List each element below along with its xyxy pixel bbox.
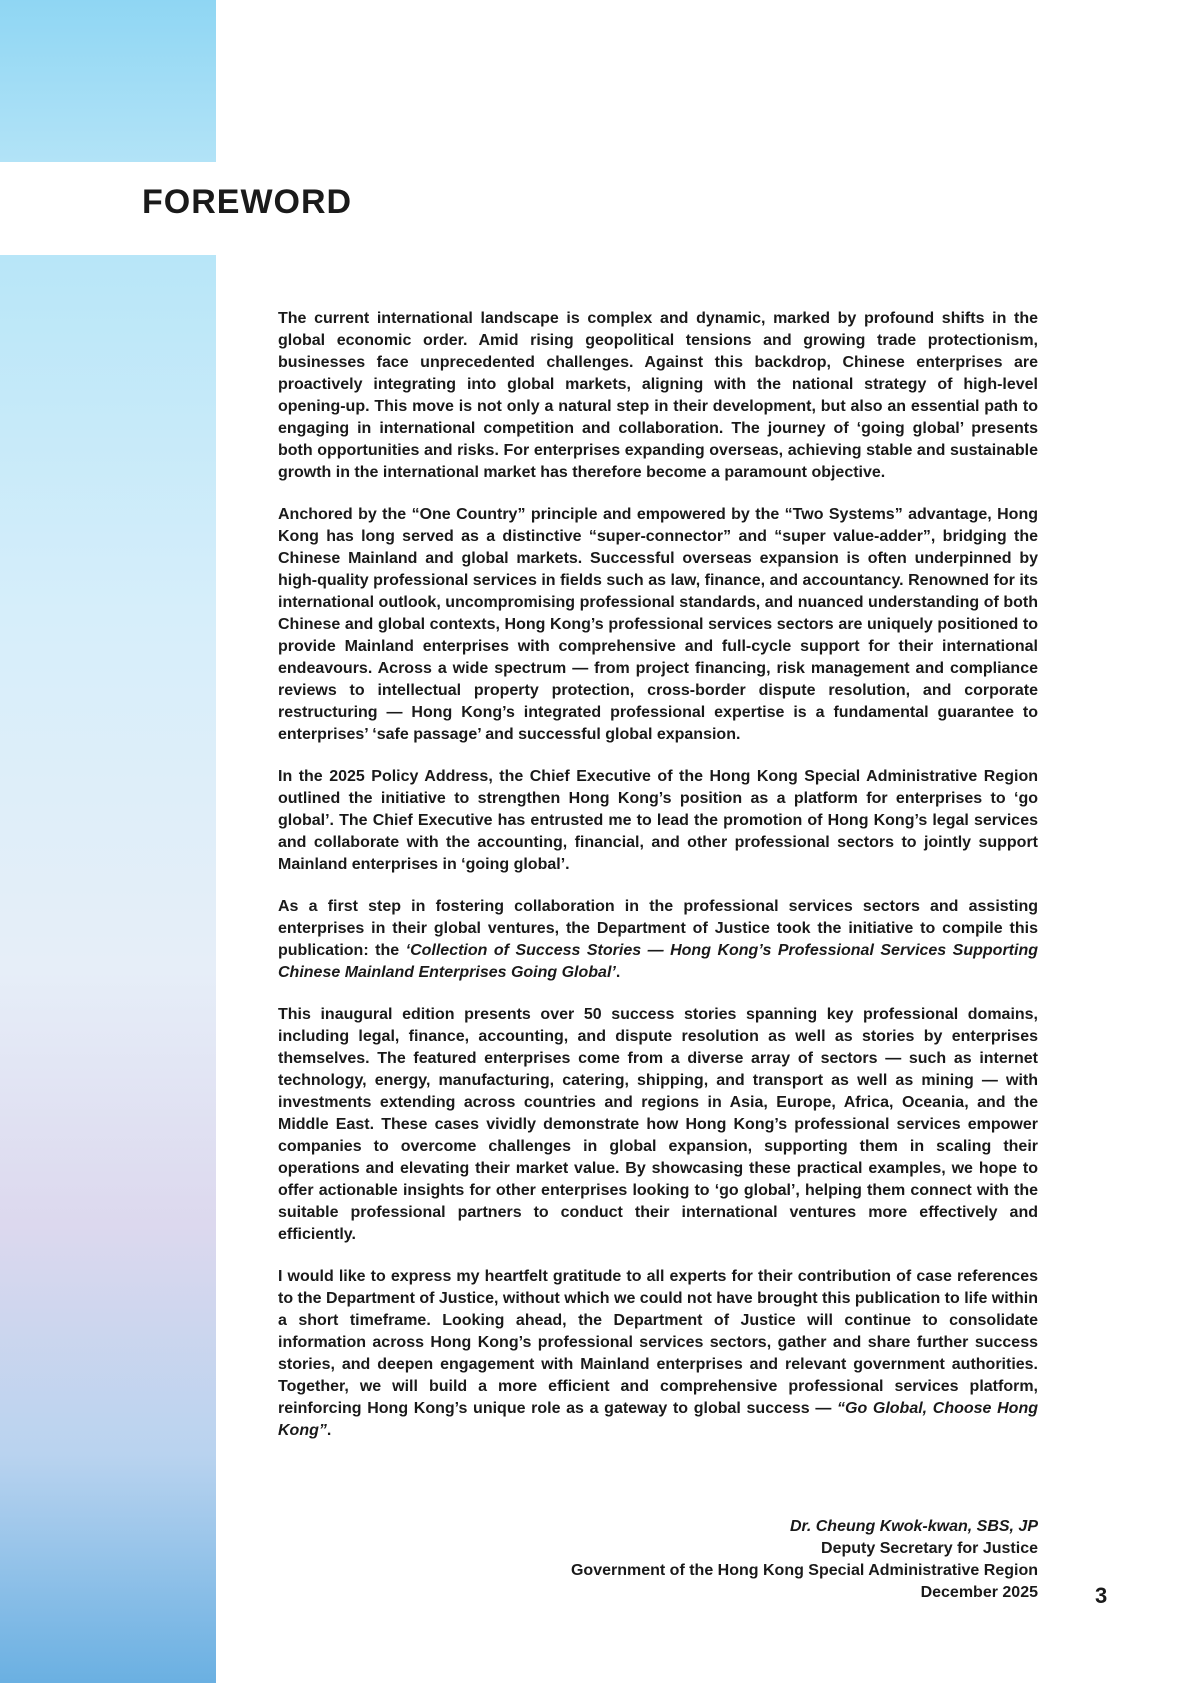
paragraph-4	[278, 896, 1038, 984]
paragraph-6	[278, 1266, 1038, 1442]
signature-date: December 2025	[920, 1584, 1038, 1601]
signature-block	[278, 1516, 1038, 1604]
paragraph-1: The current international landscape is complex and dynamic, marked by profound shifts in the global economic order. Amid rising geopolitical tensions and growing trade protectionism, businesses face unprecedented challenges. Against this backdrop, Chinese enterprises are proactively integrating into global markets, aligning with the national strategy of high-level opening-up. This move is not only a natural step in their development, but also an essential path to engaging in international competition and collaboration. The journey of ‘going global’ presents both opportunities and risks. For enterprises expanding overseas, achieving stable and sustainable growth in the international market has therefore become a paramount objective.	[278, 310, 1038, 481]
decorative-band-top	[0, 0, 216, 162]
slogan: “Go Global, Choose Hong Kong”	[278, 1400, 1038, 1439]
paragraph-6-tail: .	[326, 1422, 332, 1439]
paragraph-4-lead: As a first step in fostering collaboration in the professional services sectors and assisting enterprises in their global ventures, the Department of Justice took the initiative to compile this publication: the	[278, 898, 1038, 959]
publication-title: ‘Collection of Success Stories — Hong Kong’s Professional Services Supporting Chinese Mainland Enterprises Going Global’	[278, 942, 1038, 981]
signature-name: Dr. Cheung Kwok-kwan, SBS, JP	[789, 1518, 1038, 1535]
paragraph-4-tail: .	[615, 964, 621, 981]
foreword-body	[278, 308, 1038, 1442]
paragraph-6-lead: I would like to express my heartfelt gratitude to all experts for their contribution of case references to the Department of Justice, without which we could not have brought this publication to life within a short timeframe. Looking ahead, the Department of Justice will continue to consolidate information across Hong Kong’s professional services sectors, gather and share further success stories, and deepen engagement with Mainland enterprises and relevant government authorities. Together, we will build a more efficient and comprehensive professional services platform, reinforcing Hong Kong’s unique role as a gateway to global success —	[278, 1268, 1038, 1417]
decorative-band-side	[0, 255, 216, 1683]
signature-organization: Government of the Hong Kong Special Administrative Region	[570, 1562, 1038, 1579]
page-number: 3	[1095, 1583, 1108, 1608]
page-title: FOREWORD	[142, 183, 353, 221]
paragraph-3: In the 2025 Policy Address, the Chief Executive of the Hong Kong Special Administrative Region outlined the initiative to strengthen Hong Kong’s position as a platform for enterprises to ‘go global’. The Chief Executive has entrusted me to lead the promotion of Hong Kong’s legal services and collaborate with the accounting, financial, and other professional sectors to jointly support Mainland enterprises in ‘going global’.	[278, 768, 1038, 873]
paragraph-5: This inaugural edition presents over 50 success stories spanning key professional domains, including legal, finance, accounting, and dispute resolution as well as stories by enterprises themselves. The featured enterprises come from a diverse array of sectors — such as internet technology, energy, manufacturing, catering, shipping, and transport as well as mining — with investments extending across countries and regions in Asia, Europe, Africa, Oceania, and the Middle East. These cases vividly demonstrate how Hong Kong’s professional services empower companies to overcome challenges in global expansion, supporting them in scaling their operations and elevating their market value. By showcasing these practical examples, we hope to offer actionable insights for other enterprises looking to ‘go global’, helping them connect with the suitable professional partners to conduct their international ventures more effectively and efficiently.	[278, 1006, 1038, 1243]
paragraph-2: Anchored by the “One Country” principle and empowered by the “Two Systems” advantage, Hong Kong has long served as a distinctive “super-connector” and “super value-adder”, bridging the Chinese Mainland and global markets. Successful overseas expansion is often underpinned by high-quality professional services in fields such as law, finance, and accountancy. Renowned for its international outlook, uncompromising professional standards, and nuanced understanding of both Chinese and global contexts, Hong Kong’s professional services sectors are uniquely positioned to provide Mainland enterprises with comprehensive and full-cycle support for their international endeavours. Across a wide spectrum — from project financing, risk management and compliance reviews to intellectual property protection, cross-border dispute resolution, and corporate restructuring — Hong Kong’s integrated professional expertise is a fundamental guarantee to enterprises’ ‘safe passage’ and successful global expansion.	[278, 506, 1038, 743]
signature-position: Deputy Secretary for Justice	[821, 1540, 1038, 1557]
